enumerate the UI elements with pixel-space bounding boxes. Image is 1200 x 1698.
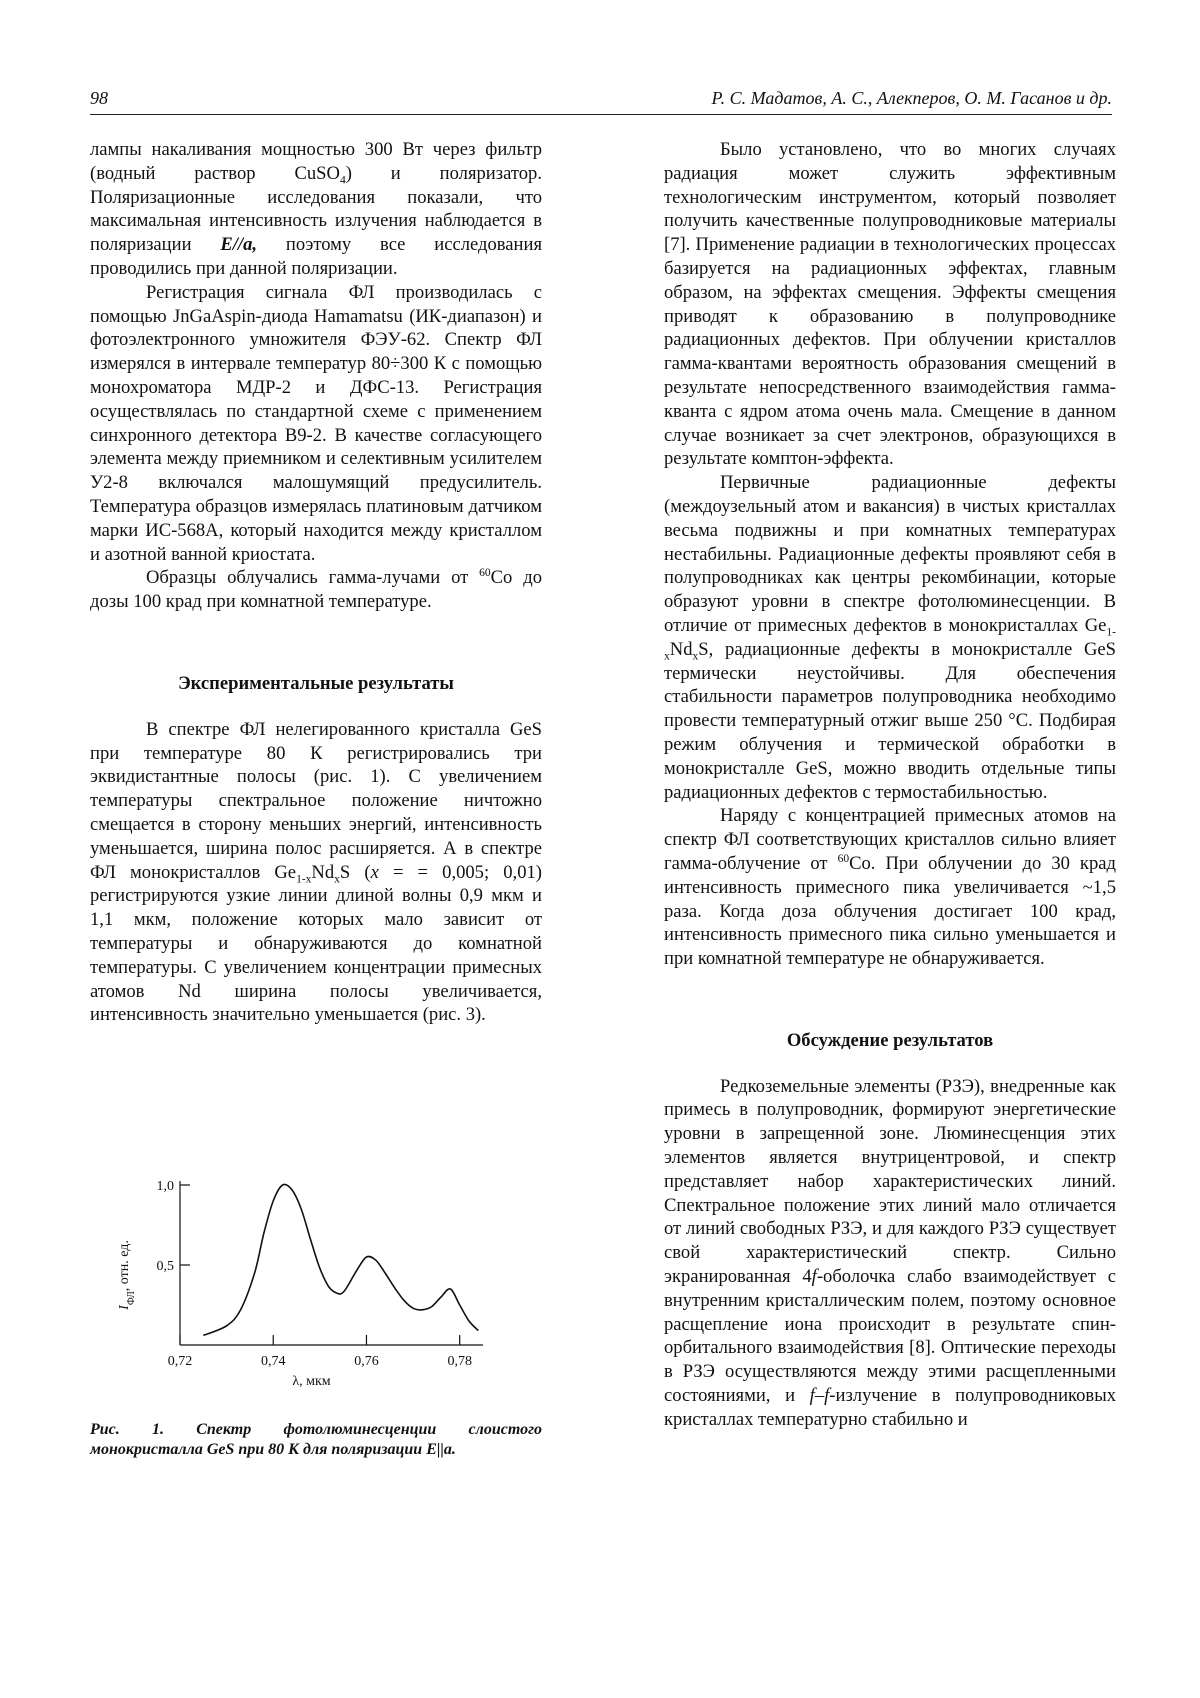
section-heading: Обсуждение результатов [786, 1029, 994, 1051]
paragraph: Регистрация сигнала ФЛ производилась с помощью JnGaAspin-диода Hamamatsu (ИК-диапазон) и фотоэлектронного умножителя ФЭУ-62. Спектр ФЛ измерялся в интервале температур 80÷300 К с помощью монохроматора МДР-2 и ДФС-13. Регистрация осуществлялась по стандартной схеме с применением синхронного детектора В9-2. В качестве согласующего элемента между приемником и селективным усилителем У2-8 включался малошумящий предусилитель. Температура образцов измерялась платиновым датчиком марки ИС-568А, который находится между кристаллом и азотной ванной криостата. [90, 281, 542, 565]
page-header [90, 88, 1112, 115]
y-axis-label: $I_{ФЛ}$, отн. ед. [117, 1240, 137, 1310]
right-column [664, 138, 1116, 1432]
x-tick-label: 0,74 [260, 1354, 286, 1369]
x-tick-label: 0,78 [447, 1354, 472, 1369]
y-ticks [157, 1179, 191, 1274]
figure-caption: Рис. 1. Спектр фотолюминесценции слоистого монокристалла GeS при 80 К для поляризации E||a. [90, 1421, 542, 1458]
paragraph: Редкоземельные элементы (РЗЭ), внедренные как примесь в полупроводник, формируют энергетические уровни в запрещенной зоне. Люминесценция этих элементов является внутрицентровой, и спектр представляет набор характеристических линий. Спектральное положение этих линий мало отличается от линий свободных РЗЭ, и для каждого РЗЭ существует свой характеристический спектр. Сильно экранированная 4f-оболочка слабо взаимодействует с внутренним кристаллическим полем, поэтому основное расщепление иона происходит в результате спин-орбитального взаимодействия [8]. Оптические переходы в РЗЭ осуществляются между этими расщепленными состояниями, и f–f-излучение в полупроводниковых кристаллах температурно стабильно и [664, 1075, 1116, 1430]
paragraph: Наряду с концентрацией примесных атомов на спектр ФЛ соответствующих кристаллов сильно влияет гамма-облучение от $^{60}$Co. При облучении до 30 крад интенсивность примесного пика увеличивается ~1,5 раза. Когда доза облучения достигает 100 крад, интенсивность примесного пика сильно уменьшается и при комнатной температуре не обнаруживается. [664, 805, 1116, 970]
pl-curve [203, 1184, 478, 1335]
x-ticks [168, 1335, 472, 1369]
paragraph: Образцы облучались гамма-лучами от $^{60}$Co до дозы 100 крад при комнатной температуре. [90, 567, 542, 613]
x-tick-label: 0,76 [354, 1354, 379, 1369]
x-tick-label: 0,72 [167, 1354, 193, 1369]
page-number: 98 [90, 88, 108, 108]
y-tick-label: 1,0 [156, 1179, 174, 1194]
paragraph: Было установлено, что во многих случаях радиация может служить эффективным технологическим инструментом, который позволяет получить качественные полупроводниковые материалы [7]. Применение радиации в технологических процессах базируется на радиационных эффектах, главным образом, на эффектах смещения. Эффекты смещения приводят к образованию в полупроводнике радиационных дефектов. При облучении кристаллов гамма-квантами вероятность образования смещений в результате непосредственного взаимодействия гамма-кванта с ядром атома очень мала. Смещение в данном случае возникает за счет электронов, образующихся в результате комптон-эффекта. [664, 139, 1116, 470]
x-axis-label: λ, мкм [292, 1374, 331, 1389]
left-column [90, 138, 542, 1027]
paragraph: Первичные радиационные дефекты (междоузельный атом и вакансия) в чистых кристаллах весьма подвижны и при комнатных температурах нестабильны. Радиационные дефекты проявляют себя в полупроводниках как центры рекомбинации, которые образуют уровни в спектре фотолюминесценции. В отличие от примесных дефектов в монокристаллах $Ge_{1-x}Nd_xS$, радиационные дефекты в монокристалле GeS термически неустойчивы. Для обеспечения стабильности параметров полупроводника необходимо провести температурный отжиг выше 250 °С. Подбирая режим облучения и термической обработки в монокристалле GeS, можно вводить отдельные типы радиационных дефектов с термостабильностью. [664, 472, 1116, 803]
paragraph: лампы накаливания мощностью 300 Вт через фильтр (водный раствор CuSO$_4$) и поляризатор. Поляризационные исследования показали, что максимальная интенсивность излучения наблюдается в поляризации E//a, поэтому все исследования проводились при данной поляризации. [90, 139, 542, 279]
y-tick-label: 0,5 [156, 1259, 174, 1274]
paragraph: В спектре ФЛ нелегированного кристалла GeS при температуре 80 К регистрировались три эквидистантные полосы (рис. 1). С увеличением температуры спектральное положение ничтожно смещается в сторону меньших энергий, интенсивность уменьшается, ширина полос расширяется. А в спектре ФЛ монокристаллов $Ge_{1-x}Nd_xS$ (x = = 0,005; 0,01) регистрируются узкие линии длиной волны 0,9 мкм и 1,1 мкм, положение которых мало зависит от температуры и обнаруживаются до комнатной температуры. С увеличением концентрации примесных атомов Nd ширина полосы увеличивается, интенсивность значительно уменьшается (рис. 3). [90, 718, 542, 1026]
pl-spectrum-chart [90, 1165, 542, 1415]
section-heading: Экспериментальные результаты [178, 672, 454, 694]
running-head: Р. С. Мадатов, А. С., Алекперов, О. М. Гасанов и др. [711, 88, 1112, 108]
figure-1 [90, 1165, 542, 1415]
